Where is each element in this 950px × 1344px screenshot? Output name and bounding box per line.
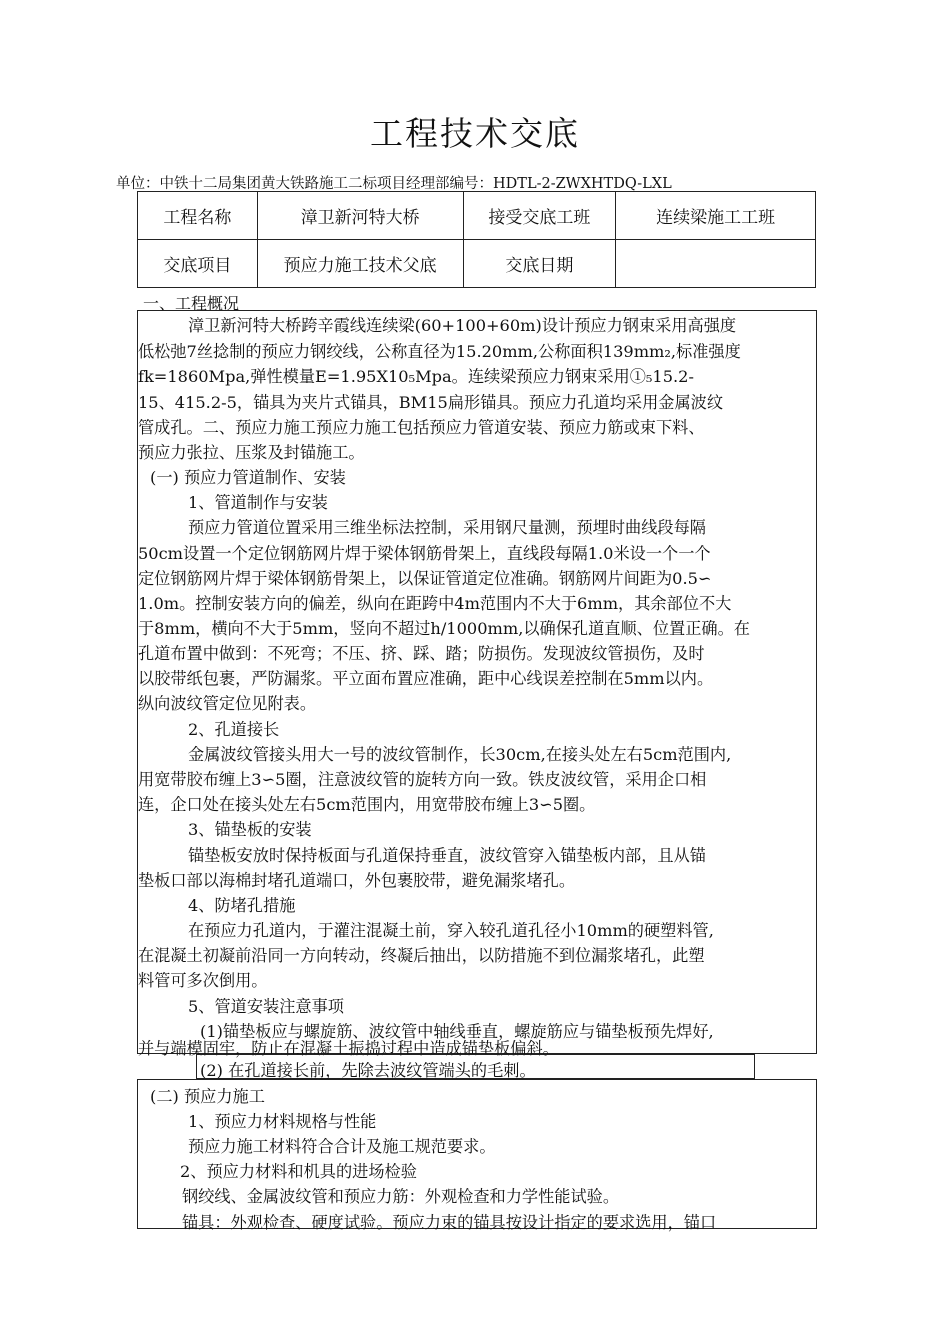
body-line: 以胶带纸包裹，严防漏浆。平立面布置应准确，距中心线误差控制在5mm以内。 bbox=[138, 669, 714, 688]
body-line: 锚具：外观检查、硬度试验。预应力束的锚具按设计指定的要求选用，锚口 bbox=[182, 1213, 717, 1232]
body-line: 垫板口部以海棉封堵孔道端口，外包裹胶带，避免漏浆堵孔。 bbox=[138, 871, 576, 890]
body-line: 1.0m。控制安装方向的偏差，纵向在距跨中4m范围内不大于6mm，其余部位不大 bbox=[138, 594, 732, 613]
body-line: 连，企口处在接头处左右5cm范围内，用宽带胶布缠上3∽5圈。 bbox=[138, 795, 596, 814]
body-line: 料管可多次倒用。 bbox=[138, 971, 268, 990]
body-line: (1)锚垫板应与螺旋筋、波纹管中轴线垂直，螺旋筋应与锚垫板预先焊好, bbox=[200, 1022, 714, 1041]
body-line: 预应力张拉、压浆及封锚施工。 bbox=[138, 443, 365, 462]
body-line: 50cm设置一个定位钢筋网片焊于梁体钢筋骨架上，直线段每隔1.0米设一个一个 bbox=[138, 544, 711, 563]
section-heading-overview: 一、工程概况 bbox=[143, 294, 240, 313]
body-line: 定位钢筋网片焊于梁体钢筋骨架上，以保证管道定位准确。钢筋网片间距为0.5∽ bbox=[138, 569, 712, 588]
receiving-team-label: 接受交底工班 bbox=[463, 192, 616, 240]
body-line: 5、管道安装注意事项 bbox=[188, 997, 344, 1016]
body-line: 1、管道制作与安装 bbox=[188, 493, 328, 512]
body-line: 2、预应力材料和机具的进场检验 bbox=[180, 1162, 417, 1181]
body-line: 管成孔。二、预应力施工预应力施工包括预应力管道安装、预应力筋或束下料、 bbox=[138, 418, 705, 437]
body-line: fk=1860Mpa,弹性模量E=1.95X10₅Mpa。连续梁预应力钢束采用①₅15.2- bbox=[138, 367, 694, 386]
body-line: 预应力施工材料符合合计及施工规范要求。 bbox=[188, 1137, 496, 1156]
disclosure-item-value: 预应力施工技术父底 bbox=[257, 240, 463, 288]
body-line: 在混凝土初凝前沿同一方向转动，终凝后抽出，以防措施不到位漏浆堵孔，此塑 bbox=[138, 946, 705, 965]
body-line: 锚垫板安放时保持板面与孔道保持垂直，波纹管穿入锚垫板内部，且从锚 bbox=[188, 846, 706, 865]
body-line: 并与端模固牢，防止在混凝土振捣过程中造成锚垫板偏斜。 bbox=[138, 1039, 559, 1058]
body-line: 2、孔道接长 bbox=[188, 720, 280, 739]
body-line: 金属波纹管接头用大一号的波纹管制作，长30cm,在接头处左右5cm范围内, bbox=[188, 745, 732, 764]
body-line: 预应力管道位置采用三维坐标法控制，采用钢尺量测，预埋时曲线段每隔 bbox=[188, 518, 706, 537]
body-line: 孔道布置中做到：不死弯；不压、挤、踩、踏；防损伤。发现波纹管损伤，及时 bbox=[138, 644, 705, 663]
note-line: (2) 在孔道接长前，先除去波纹管端头的毛刺。 bbox=[200, 1061, 536, 1080]
body-line: 于8mm，横向不大于5mm，竖向不超过h/1000mm,以确保孔道直顺、位置正确。在 bbox=[138, 619, 750, 638]
body-line: 用宽带胶布缠上3∽5圈，注意波纹管的旋转方向一致。铁皮波纹管，采用企口相 bbox=[138, 770, 707, 789]
body-line: (二) 预应力施工 bbox=[150, 1087, 265, 1106]
body-line: 在预应力孔道内，于灌注混凝土前，穿入较孔道孔径小10mm的硬塑料管, bbox=[188, 921, 714, 940]
project-name-label: 工程名称 bbox=[138, 192, 258, 240]
disclosure-date-value bbox=[616, 240, 816, 288]
body-line: (一) 预应力管道制作、安装 bbox=[150, 468, 346, 487]
body-line: 漳卫新河特大桥跨辛霞线连续梁(60+100+60m)设计预应力钢束采用高强度 bbox=[188, 316, 737, 335]
disclosure-date-label: 交底日期 bbox=[463, 240, 616, 288]
body-line: 纵向波纹管定位见附表。 bbox=[138, 694, 317, 713]
receiving-team-value: 连续梁施工工班 bbox=[616, 192, 816, 240]
project-name-value: 漳卫新河特大桥 bbox=[257, 192, 463, 240]
body-line: 3、锚垫板的安装 bbox=[188, 820, 312, 839]
body-line: 1、预应力材料规格与性能 bbox=[188, 1112, 377, 1131]
body-line: 钢绞线、金属波纹管和预应力筋：外观检查和力学性能试验。 bbox=[182, 1187, 620, 1206]
document-title: 工程技术交底 bbox=[370, 114, 580, 153]
body-line: 4、防堵孔措施 bbox=[188, 896, 296, 915]
body-line: 低松弛7丝捻制的预应力钢绞线，公称直径为15.20mm,公称面积139mm₂,标准强度 bbox=[138, 342, 741, 361]
disclosure-item-label: 交底项目 bbox=[138, 240, 258, 288]
unit-and-number-line: 单位：中铁十二局集团黄大铁路施工二标项目经理部编号：HDTL-2-ZWXHTDQ-LXL bbox=[116, 176, 672, 192]
header-table bbox=[137, 191, 816, 288]
body-line: 15、415.2-5，锚具为夹片式锚具，BM15扁形锚具。预应力孔道均采用金属波纹 bbox=[138, 393, 724, 412]
